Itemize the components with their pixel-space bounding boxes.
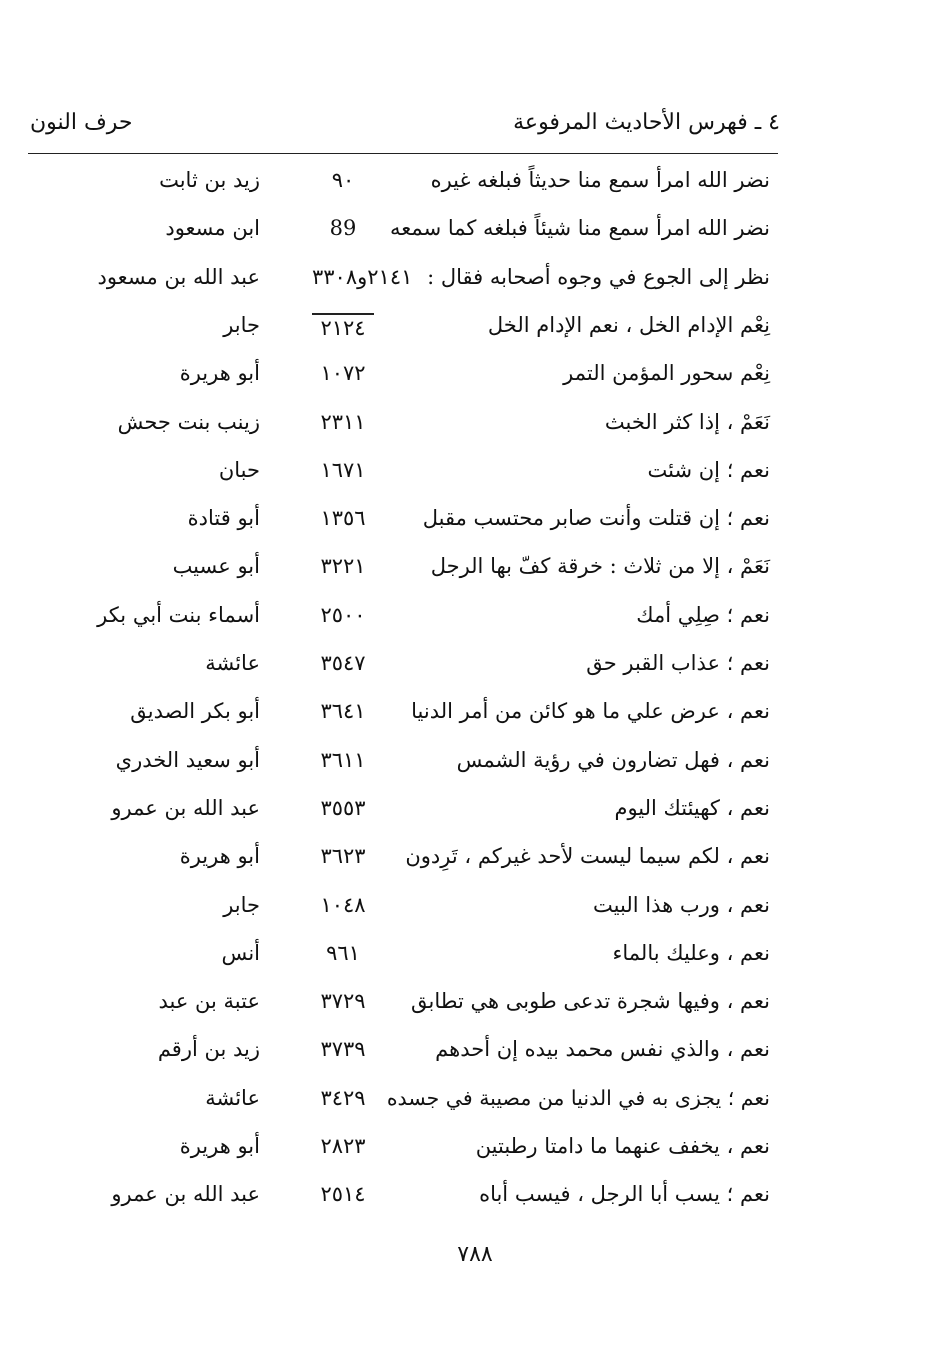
hadith-number: ٣٢٢١ (320, 554, 366, 579)
index-entry (0, 935, 950, 981)
hadith-number: ١٠٧٢ (320, 361, 366, 386)
index-entry (0, 404, 950, 450)
index-entry (0, 887, 950, 933)
section-title: ٤ ـ فهرس الأحاديث المرفوعة (513, 110, 780, 135)
narrator-name: عبد الله بن عمرو (111, 795, 260, 820)
hadith-text: نعم ؛ يجزى به في الدنيا من مصيبة في جسده (386, 1085, 770, 1110)
index-entry (0, 259, 950, 305)
hadith-number: ٣٥٥٣ (320, 795, 366, 820)
hadith-number: ١٣٥٦ (320, 506, 366, 531)
index-entry (0, 355, 950, 401)
hadith-number: ٣٦٤١ (320, 699, 366, 724)
index-entry (0, 838, 950, 884)
letter-title: حرف النون (30, 110, 133, 135)
narrator-name: أبو قتادة (187, 506, 260, 531)
running-header (20, 110, 780, 146)
narrator-name: أنس (221, 940, 260, 965)
hadith-number: ٣٦١١ (320, 747, 366, 772)
hadith-number: ٩٦١ (326, 940, 360, 965)
hadith-text: نعم ، والذي نفس محمد بيده إن أحدهم (435, 1037, 770, 1062)
hadith-number: ٢١٤١و٣٣٠٨ (312, 264, 413, 289)
index-entry (0, 548, 950, 594)
hadith-number: ٩٠ (331, 168, 355, 192)
hadith-text: نعم ، ورب هذا البيت (593, 892, 770, 917)
hadith-text: نعم ، وعليك بالماء (612, 940, 770, 965)
page-number: ٧٨٨ (457, 1242, 493, 1267)
narrator-name: أبو عسيب (172, 554, 260, 579)
index-entry (0, 742, 950, 788)
narrator-name: زيد بن ثابت (159, 168, 260, 192)
header-rule (28, 153, 778, 154)
narrator-name: عبد الله بن عمرو (111, 1182, 260, 1207)
hadith-text: نَعَمْ ، إذا كثر الخبث (604, 409, 770, 434)
index-entry (0, 1031, 950, 1077)
index-entry (0, 1176, 950, 1222)
narrator-name: أبو هريرة (179, 361, 260, 386)
index-entry (0, 645, 950, 691)
index-entry (0, 210, 950, 256)
narrator-name: عبد الله بن مسعود (97, 264, 260, 289)
hadith-number: ١٠٤٨ (320, 892, 366, 917)
hadith-text: نعم ، لكم سيما ليست لأحد غيركم ، تَرِدون (405, 844, 770, 869)
index-entry (0, 1128, 950, 1174)
hadith-text: نعم ؛ صِلِي أمك (636, 602, 770, 627)
narrator-name: عتبة بن عبد (158, 989, 260, 1014)
hadith-text: نضر الله امرأ سمع منا حديثاً فبلغه غيره (430, 168, 770, 192)
hadith-text: نَعَمْ ، إلا من ثلاث : خرقة كفّ بها الرجل (430, 554, 770, 579)
narrator-name: أبو بكر الصديق (130, 699, 260, 724)
hadith-number: ٢١٢٤ (312, 313, 374, 340)
hadith-text: نعم ، عرض علي ما هو كائن من أمر الدنيا (411, 699, 770, 724)
index-entry (0, 307, 950, 353)
hadith-number: ٣٧٢٩ (320, 989, 366, 1014)
hadith-number: ٣٧٣٩ (320, 1037, 366, 1062)
hadith-text: نعم ؛ إن شئت (647, 457, 770, 482)
narrator-name: أبو سعيد الخدري (115, 747, 260, 772)
hadith-text: نعم ، فهل تضارون في رؤية الشمس (456, 747, 770, 772)
hadith-number: ٢٣١١ (320, 409, 366, 434)
hadith-text: نعم ؛ يسب أبا الرجل ، فيسب أباه (479, 1182, 770, 1207)
index-entry (0, 500, 950, 546)
narrator-name: أسماء بنت أبي بكر (97, 602, 260, 627)
hadith-text: نعم ؛ عذاب القبر حق (586, 651, 770, 675)
hadith-number: ١٦٧١ (320, 457, 366, 482)
index-entry (0, 597, 950, 643)
index-entry (0, 983, 950, 1029)
index-entry (0, 1080, 950, 1126)
hadith-text: نعم ؛ إن قتلت وأنت صابر محتسب مقبل (422, 506, 770, 531)
hadith-number: ٣٦٢٣ (320, 844, 366, 869)
hadith-text: نضر الله امرأ سمع منا شيئاً فبلغه كما سمعه (390, 216, 770, 241)
hadith-number: ٣٤٢٩ (320, 1085, 366, 1110)
hadith-number: ٢٥٠٠ (320, 602, 366, 627)
narrator-name: جابر (223, 892, 260, 917)
index-entry (0, 162, 950, 208)
index-entry (0, 693, 950, 739)
hadith-text: نِعْم الإدام الخل ، نعم الإدام الخل (487, 312, 770, 337)
narrator-name: عائشة (205, 1085, 260, 1110)
index-entry (0, 452, 950, 498)
narrator-name: أبو هريرة (179, 1134, 260, 1158)
hadith-number: ٢٥١٤ (320, 1182, 366, 1207)
narrator-name: ابن مسعود (165, 216, 260, 241)
narrator-name: أبو هريرة (179, 844, 260, 869)
hadith-text: نعم ، يخفف عنهما ما دامتا رطبتين (475, 1134, 770, 1158)
index-entry (0, 790, 950, 836)
narrator-name: زيد بن أرقم (157, 1037, 260, 1062)
hadith-number: 89 (329, 216, 357, 241)
hadith-number: ٢٨٢٣ (320, 1134, 366, 1158)
hadith-number: ٣٥٤٧ (320, 651, 366, 675)
narrator-name: جابر (223, 312, 260, 337)
narrator-name: زينب بنت جحش (117, 409, 260, 434)
hadith-text: نعم ، كهيئتك اليوم (614, 795, 770, 820)
narrator-name: عائشة (205, 651, 260, 675)
hadith-text: نظر إلى الجوع في وجوه أصحابه فقال : (427, 264, 770, 289)
narrator-name: حبان (218, 457, 260, 482)
hadith-text: نعم ، وفيها شجرة تدعى طوبى هي تطابق (410, 989, 770, 1014)
hadith-text: نِعْم سحور المؤمن التمر (563, 361, 770, 386)
